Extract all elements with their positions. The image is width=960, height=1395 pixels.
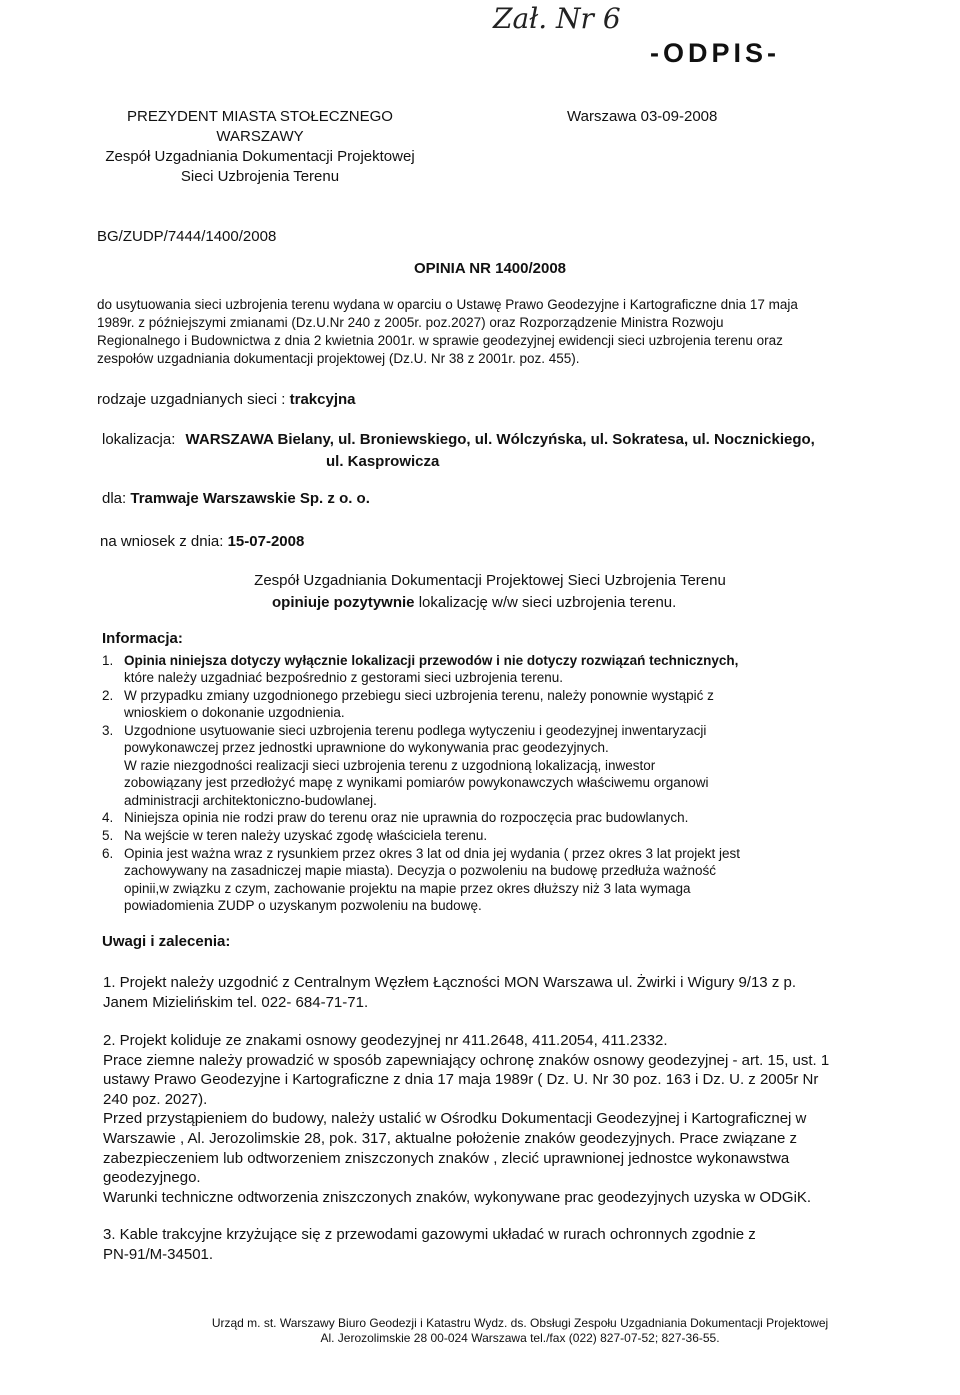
remark-line: geodezyjnego.: [103, 1169, 201, 1187]
beneficiary: [102, 490, 370, 507]
location: [102, 431, 815, 448]
legal-basis-line: Regionalnego i Budownictwa z dnia 2 kwietnia 2001r. w sprawie geodezyjnej ewidencji sieci uzbrojenia terenu oraz: [97, 333, 783, 348]
location-value-cont: ul. Kasprowicza: [326, 453, 440, 470]
info-item-line: Uzgodnione usytuowanie sieci uzbrojenia terenu podlega wytyczeniu i geodezyjnej inwentaryzacji: [124, 723, 707, 738]
info-item-line: powiadomienia ZUDP o uzyskanym pozwoleniu na budowę.: [124, 898, 482, 914]
decision-line: Zespół Uzgadniania Dokumentacji Projektowej Sieci Uzbrojenia Terenu: [254, 572, 726, 589]
issuer-line: PREZYDENT MIASTA STOŁECZNEGO: [127, 108, 393, 125]
request-date: [100, 533, 304, 550]
info-item: [102, 722, 802, 809]
issuer-line: WARSZAWY: [216, 128, 304, 145]
decision-verdict-bold: opiniuje pozytywnie: [272, 594, 415, 611]
issuer-line: Sieci Uzbrojenia Terenu: [180, 168, 340, 185]
decision-verdict: [272, 593, 676, 613]
info-item: [102, 652, 802, 687]
footer-line: Al. Jerozolimskie 28 00-024 Warszawa tel./fax (022) 827-07-52; 827-36-55.: [320, 1331, 720, 1345]
location-value: WARSZAWA Bielany, ul. Broniewskiego, ul. Wólczyńska, ul. Sokratesa, ul. Nocznickiego,: [185, 431, 815, 448]
place-date: Warszawa 03-09-2008: [567, 108, 718, 125]
info-item-line: opinii,w związku z czym, zachowanie projektu na mapie przez okres dłuższy niż 3 lata wymaga: [124, 880, 691, 896]
beneficiary-value: Tramwaje Warszawskie Sp. z o. o.: [130, 490, 370, 507]
network-type: [97, 391, 356, 408]
request-date-label: na wniosek z dnia:: [100, 533, 224, 550]
issuer-block: [80, 107, 440, 187]
info-item: [102, 845, 802, 915]
remark-2: [103, 1031, 893, 1207]
remark-line: zabezpieczeniem lub odtworzeniem zniszczonych znaków , zlecić uprawnionej jednostce wykonawstwa: [103, 1149, 790, 1167]
remark-line: 240 poz. 2027).: [103, 1090, 208, 1108]
request-date-value: 15-07-2008: [227, 533, 305, 550]
footer: [160, 1316, 880, 1346]
info-item-line: Opinia jest ważna wraz z rysunkiem przez okres 3 lat od dnia jej wydania ( przez okres 3 lat projekt jest: [124, 846, 741, 861]
info-item-line: W przypadku zmiany uzgodnionego przebiegu sieci uzbrojenia terenu, należy ponownie wystąpić z: [124, 688, 714, 703]
info-heading: Informacja:: [102, 630, 183, 647]
info-item-line: Na wejście w teren należy uzyskać zgodę właściciela terenu.: [124, 828, 488, 843]
remark-line: Przed przystąpieniem do budowy, należy ustalić w Ośrodku Dokumentacji Geodezyjnej i Kartograficznej w: [103, 1110, 807, 1128]
location-label: lokalizacja:: [102, 431, 176, 448]
remark-line: Janem Mizielińskim tel. 022- 684-71-71.: [103, 993, 369, 1011]
network-type-value: trakcyjna: [289, 391, 356, 408]
decision-verdict-rest: lokalizację w/w sieci uzbrojenia terenu.: [418, 594, 677, 611]
info-item-line: Opinia niniejsza dotyczy wyłącznie lokalizacji przewodów i nie dotyczy rozwiązań technicznych,: [124, 653, 739, 668]
legal-basis: [97, 296, 917, 368]
info-item-line: które należy uzgadniać bezpośrednio z gestorami sieci uzbrojenia terenu.: [124, 670, 564, 686]
network-type-label: rodzaje uzgadnianych sieci :: [97, 391, 286, 408]
info-item-line: zobowiązany jest przedłożyć mapę z wynikami pomiarów powykonawczych właściwemu organowi: [124, 775, 709, 791]
remark-line: 1. Projekt należy uzgodnić z Centralnym Węzłem Łączności MON Warszawa ul. Żwirki i Wigury 9/13 z p.: [103, 974, 796, 991]
handwritten-note: Zał. Nr 6: [493, 2, 621, 35]
info-item-number: 6.: [102, 846, 114, 861]
info-item-number: 3.: [102, 723, 114, 738]
info-item-number: 5.: [102, 828, 114, 843]
remark-line: ustawy Prawo Geodezyjne i Kartograficzne z dnia 17 maja 1989r ( Dz. U. Nr 30 poz. 163 i Dz. U. z 2005r Nr: [103, 1071, 819, 1089]
reference-number: BG/ZUDP/7444/1400/2008: [97, 228, 277, 245]
info-item-number: 1.: [102, 653, 114, 668]
remark-1: [103, 973, 893, 1012]
opinion-title: OPINIA NR 1400/2008: [414, 260, 567, 277]
info-item: [102, 687, 802, 722]
remark-line: Warszawie , Al. Jerozolimskie 28, pok. 317, aktualne położenie znaków geodezyjnych. Prace związane z: [103, 1129, 797, 1147]
remark-line: Warunki techniczne odtworzenia zniszczonych znaków, wykonywane prac geodezyjnych uzyska w ODGiK.: [103, 1188, 812, 1206]
remarks-heading: Uwagi i zalecenia:: [102, 933, 231, 950]
legal-basis-line: 1989r. z późniejszymi zmianami (Dz.U.Nr 240 z 2005r. poz.2027) oraz Rozporządzenie Ministra Rozwoju: [97, 315, 724, 330]
remark-line: Prace ziemne należy prowadzić w sposób zapewniający ochronę znaków osnowy geodezyjnej - art. 15, ust. 1: [103, 1051, 830, 1069]
info-item-line: zachowywany na zasadniczej mapie miasta). Decyzja o pozwoleniu na budowę przedłuża ważność: [124, 863, 717, 879]
remark-line: 3. Kable trakcyjne krzyżujące się z przewodami gazowymi układać w rurach ochronnych zgodnie z: [103, 1226, 756, 1243]
info-item-line: W razie niezgodności realizacji sieci uzbrojenia terenu z uzgodnioną lokalizacją, inwestor: [124, 757, 656, 773]
stamp-title: -ODPIS-: [650, 38, 781, 68]
info-item-line: administracji architektoniczno-budowlanej.: [124, 792, 377, 808]
info-item-line: Niniejsza opinia nie rodzi praw do terenu oraz nie uprawnia do rozpoczęcia prac budowlanych.: [124, 810, 689, 825]
info-item-line: wnioskiem o dokonanie uzgodnienia.: [124, 705, 345, 721]
footer-line: Urząd m. st. Warszawy Biuro Geodezji i Katastru Wydz. ds. Obsługi Zespołu Uzgadniania Dokumentacji Projektowej: [211, 1316, 829, 1330]
info-item-number: 2.: [102, 688, 114, 703]
beneficiary-label: dla:: [102, 490, 127, 507]
issuer-line: Zespół Uzgadniania Dokumentacji Projektowej: [105, 148, 415, 165]
remark-line: 2. Projekt koliduje ze znakami osnowy geodezyjnej nr 411.2648, 411.2054, 411.2332.: [103, 1032, 668, 1049]
info-item: [102, 809, 802, 826]
info-item-line: powykonawczej przez jednostki uprawnione do wykonywania prac geodezyjnych.: [124, 740, 609, 756]
info-item: [102, 827, 802, 844]
remark-line: PN-91/M-34501.: [103, 1245, 214, 1263]
legal-basis-line: do usytuowania sieci uzbrojenia terenu wydana w oparciu o Ustawę Prawo Geodezyjne i Kartograficzne dnia 17 maja: [97, 297, 798, 312]
legal-basis-line: zespołów uzgadniania dokumentacji projektowej (Dz.U. Nr 38 z 2001r. poz. 455).: [97, 351, 580, 366]
remark-3: [103, 1225, 893, 1264]
info-item-number: 4.: [102, 810, 114, 825]
